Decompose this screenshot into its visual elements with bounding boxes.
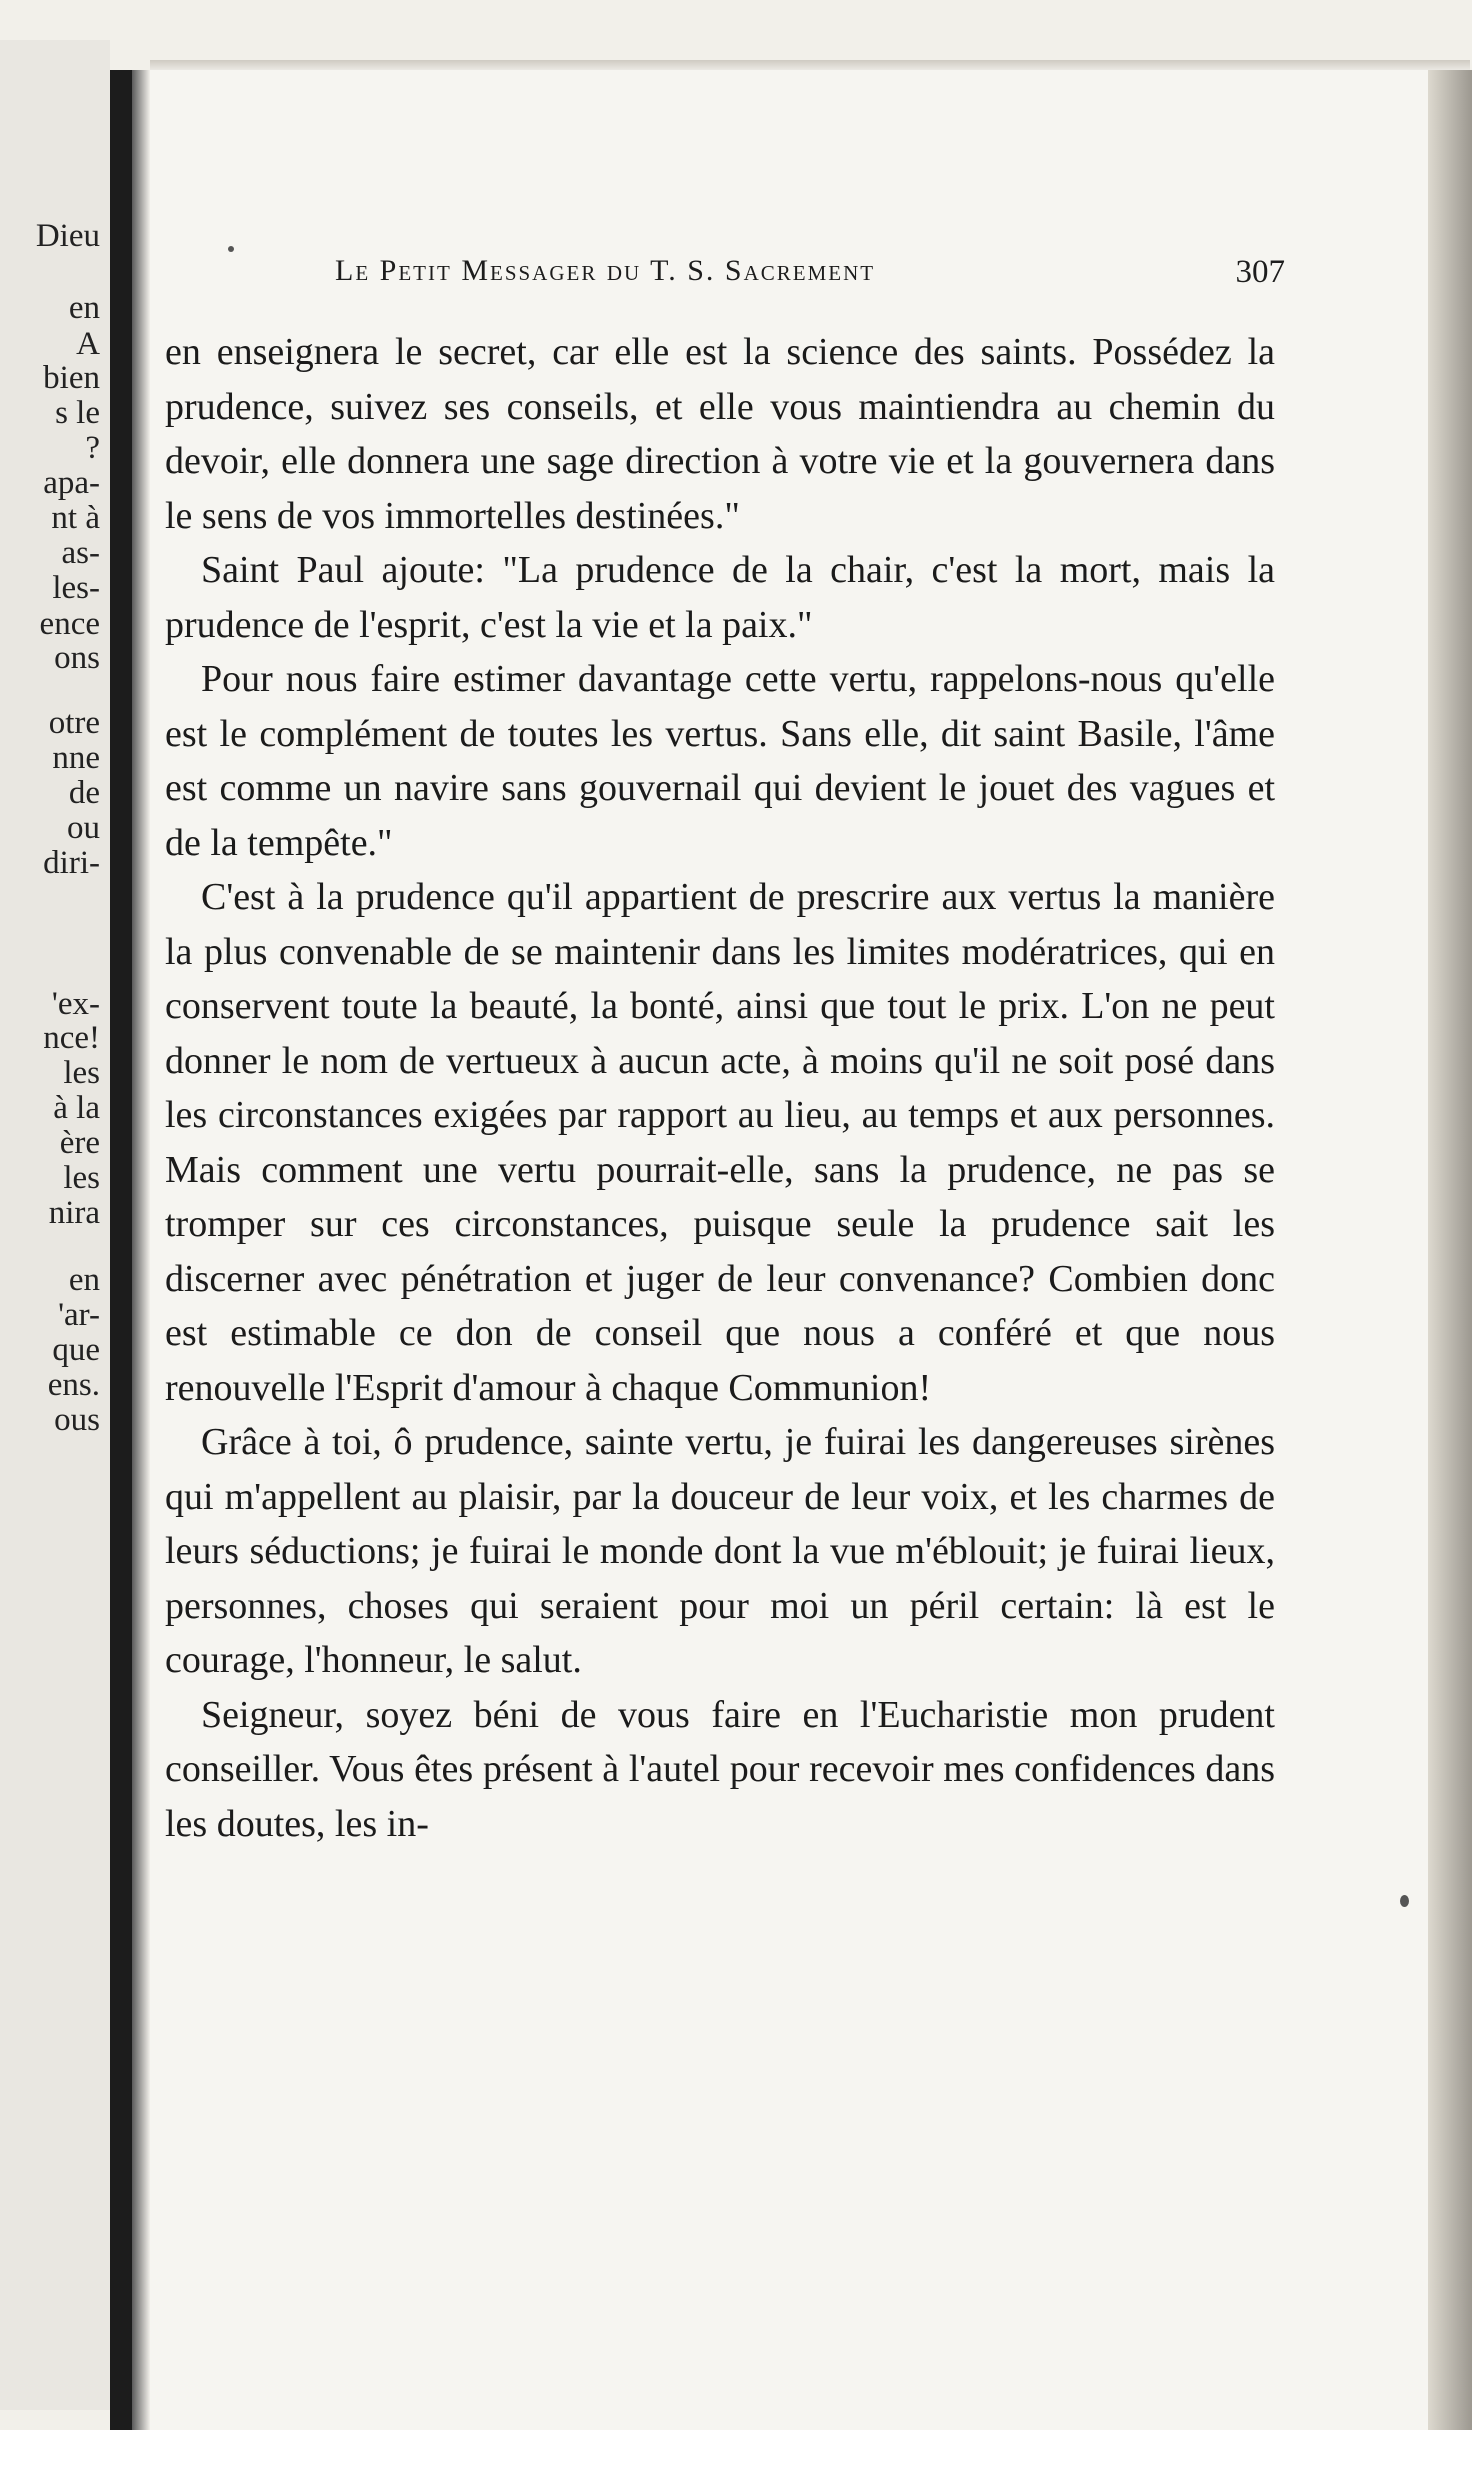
left-page-fragment: bien [43,360,100,396]
left-page-fragment: 'ar- [58,1297,100,1333]
scan-bottom-margin [0,2430,1472,2472]
left-page-fragment: les [63,1160,100,1196]
paragraph: Saint Paul ajoute: "La prudence de la chair, c'est la mort, mais la prudence de l'esprit, c'est la vie et la paix." [165,549,1275,646]
left-page-fragment: en [68,290,100,326]
page-body [165,325,1275,1851]
left-page-fragment: nt à [51,500,100,536]
left-page-fragment: les- [52,570,100,606]
print-speck [1400,1895,1409,1907]
left-page-fragment: que [52,1332,100,1368]
left-page-fragment: les [63,1055,100,1091]
left-page-fragment: ence [39,606,100,642]
left-page-fragment: as- [61,535,100,571]
running-head: Le Petit Messager du T. S. Sacrement [335,254,876,287]
left-page-fragment: Dieu [35,218,100,254]
print-speck [228,246,234,252]
left-page-fragment: de [68,775,100,811]
paragraph: en enseignera le secret, car elle est la science des saints. Possédez la prudence, suivez ses conseils, et elle vous maintiendra au chemin du devoir, elle donnera une sage direction à votre vie et la gouvernera dans le sens de vos immortelles destinées." [165,331,1275,537]
left-page-fragment: ère [59,1125,100,1161]
left-page-fragment: nne [52,740,100,776]
left-page-fragment: ens. [47,1367,100,1403]
left-page-fragment: s le [55,395,100,431]
left-page-fragment: apa- [43,465,100,501]
gutter-shadow [132,70,150,2430]
left-page-fragment: à la [53,1090,100,1126]
left-page-fragment: nce! [43,1020,100,1056]
page-number: 307 [1235,254,1285,290]
left-page-fragment: ou [67,810,100,846]
left-page-edge [0,40,110,2410]
left-page-fragment: 'ex- [51,986,100,1022]
left-page-fragment: en [68,1262,100,1298]
left-page-fragment: diri- [43,845,100,881]
book-spine-shadow [110,70,132,2430]
left-page-fragment: ons [54,640,100,676]
left-page-fragment: ? [85,430,100,466]
paragraph: C'est à la prudence qu'il appartient de prescrire aux vertus la manière la plus convenable de se maintenir dans les limites modératrices, qui en conservent toute la beauté, la bonté, ainsi que tout le prix. L'on ne peut donner le nom de vertueux à aucun acte, à moins qu'il ne soit posé dans les circonstances exigées par rapport au lieu, au temps et aux personnes. Mais comment une vertu pourrait-elle, sans la prudence, ne pas se tromper sur ces circonstances, puisque seule la prudence sait les discerner avec pénétration et juger de leur convenance? Combien donc est estimable ce don de conseil que nous a conféré et que nous renouvelle l'Esprit d'amour à chaque Communion! [165,876,1275,1409]
left-page-fragment: ous [54,1402,100,1438]
page-header [335,254,1285,290]
left-page-fragment: A [76,326,100,362]
paragraph: Pour nous faire estimer davantage cette vertu, rappelons-nous qu'elle est le complément de toutes les vertus. Sans elle, dit saint Basile, l'âme est comme un navire sans gouvernail qui devient le jouet des vagues et de la tempête." [165,658,1275,864]
left-page-fragment: otre [48,705,100,741]
page-right-edge [1428,70,1472,2450]
paragraph: Grâce à toi, ô prudence, sainte vertu, je fuirai les dangereuses sirènes qui m'appellent au plaisir, par la douceur de leur voix, et les charmes de leurs séductions; je fuirai le monde dont la vue m'éblouit; je fuirai lieux, personnes, choses qui seraient pour moi un péril certain: là est le courage, l'honneur, le salut. [165,1421,1275,1681]
left-page-fragment: nira [48,1195,100,1231]
paragraph: Seigneur, soyez béni de vous faire en l'Eucharistie mon prudent conseiller. Vous êtes présent à l'autel pour recevoir mes confidences dans les doutes, les in- [165,1693,1275,1845]
